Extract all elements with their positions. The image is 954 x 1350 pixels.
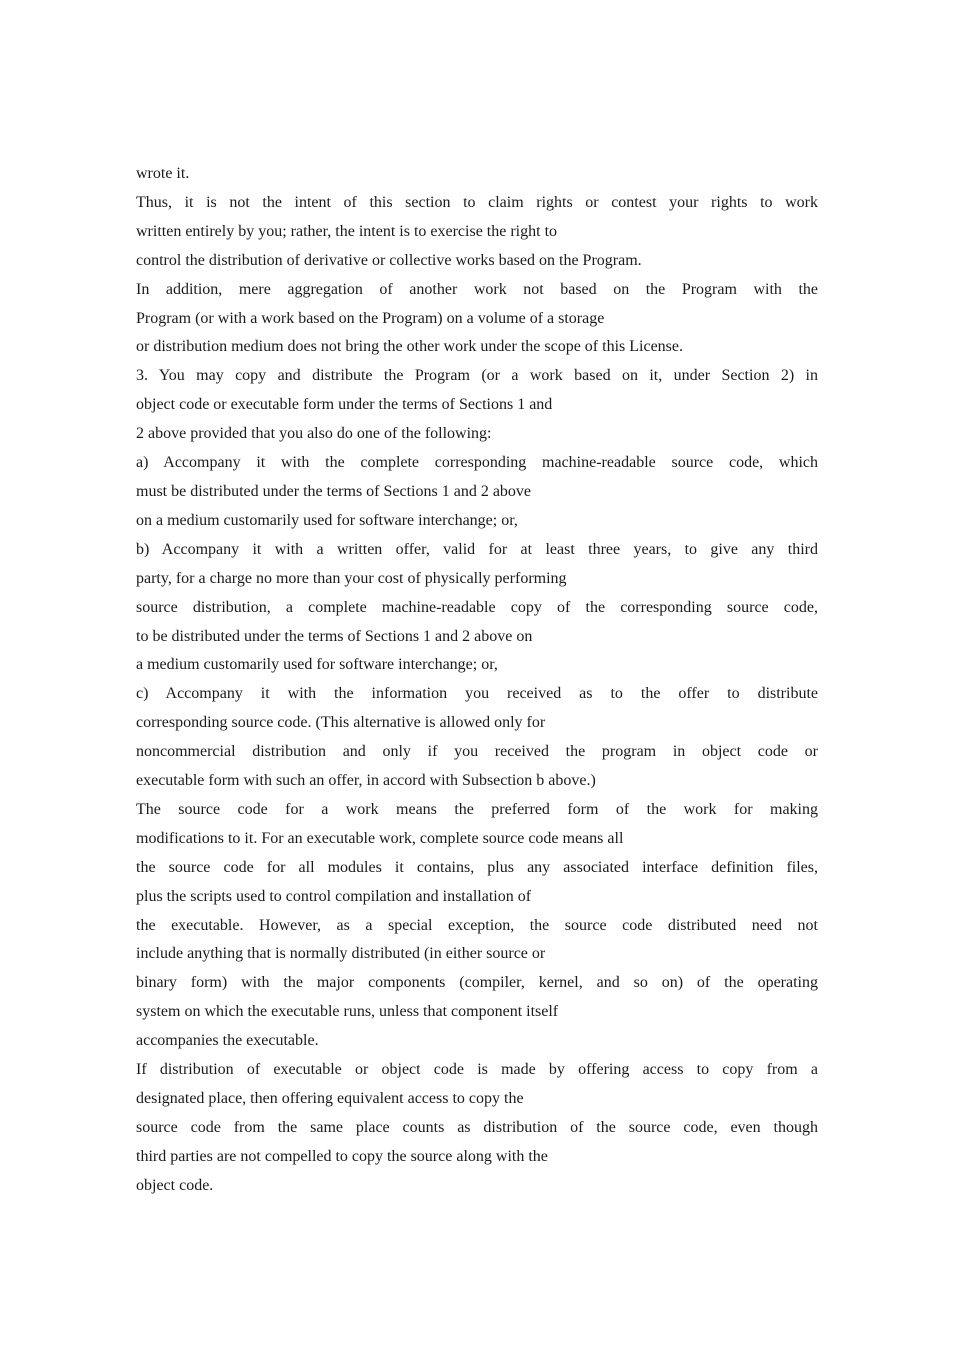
text-line: corresponding source code. (This alternative is allowed only for <box>136 714 546 732</box>
text-line: Program (or with a work based on the Program) on a volume of a storage <box>136 309 605 327</box>
text-line: party, for a charge no more than your cost of physically performing <box>136 569 567 587</box>
text-line: the source code for all modules it contains, plus any associated interface definition files, <box>136 858 818 876</box>
document-body <box>136 160 818 1201</box>
text-line: designated place, then offering equivalent access to copy the <box>136 1090 524 1107</box>
text-line: wrote it. <box>136 165 190 182</box>
text-line: binary form) with the major components (compiler, kernel, and so on) of the operating <box>136 974 818 992</box>
text-line: 3. You may copy and distribute the Program (or a work based on it, under Section 2) in <box>136 367 818 385</box>
text-line: If distribution of executable or object code is made by offering access to copy from a <box>136 1061 818 1079</box>
text-line: a medium customarily used for software interchange; or, <box>136 656 498 674</box>
text-line: noncommercial distribution and only if you received the program in object code or <box>136 743 818 761</box>
text-line: the executable. However, as a special exception, the source code distributed need not <box>136 916 818 934</box>
text-line: c) Accompany it with the information you received as to the offer to distribute <box>136 685 818 703</box>
text-line: on a medium customarily used for software interchange; or, <box>136 511 518 529</box>
text-line: a) Accompany it with the complete corresponding machine-readable source code, which <box>136 454 818 472</box>
text-line: must be distributed under the terms of Sections 1 and 2 above <box>136 482 532 500</box>
text-line: system on which the executable runs, unless that component itself <box>136 1003 559 1021</box>
text-line: or distribution medium does not bring the other work under the scope of this License. <box>136 338 683 356</box>
text-line: third parties are not compelled to copy the source along with the <box>136 1147 548 1165</box>
text-line: include anything that is normally distributed (in either source or <box>136 945 546 963</box>
text-line: accompanies the executable. <box>136 1032 319 1050</box>
text-line: In addition, mere aggregation of another work not based on the Program with the <box>136 280 818 298</box>
text-line: object code or executable form under the terms of Sections 1 and <box>136 396 553 414</box>
text-line: 2 above provided that you also do one of the following: <box>136 425 492 443</box>
text-line: b) Accompany it with a written offer, valid for at least three years, to give any third <box>136 540 818 558</box>
text-line: written entirely by you; rather, the intent is to exercise the right to <box>136 222 558 240</box>
text-line: Thus, it is not the intent of this section to claim rights or contest your rights to work <box>136 193 818 211</box>
text-line: plus the scripts used to control compilation and installation of <box>136 887 532 905</box>
text-line: modifications to it. For an executable work, complete source code means all <box>136 829 624 847</box>
text-line: executable form with such an offer, in accord with Subsection b above.) <box>136 772 596 790</box>
text-line: source distribution, a complete machine-readable copy of the corresponding source code, <box>136 598 818 616</box>
text-line: The source code for a work means the preferred form of the work for making <box>136 800 818 818</box>
text-line: to be distributed under the terms of Sections 1 and 2 above on <box>136 627 533 645</box>
text-line: control the distribution of derivative or collective works based on the Program. <box>136 251 642 269</box>
text-line: source code from the same place counts as distribution of the source code, even though <box>136 1118 818 1136</box>
text-line: object code. <box>136 1176 214 1194</box>
